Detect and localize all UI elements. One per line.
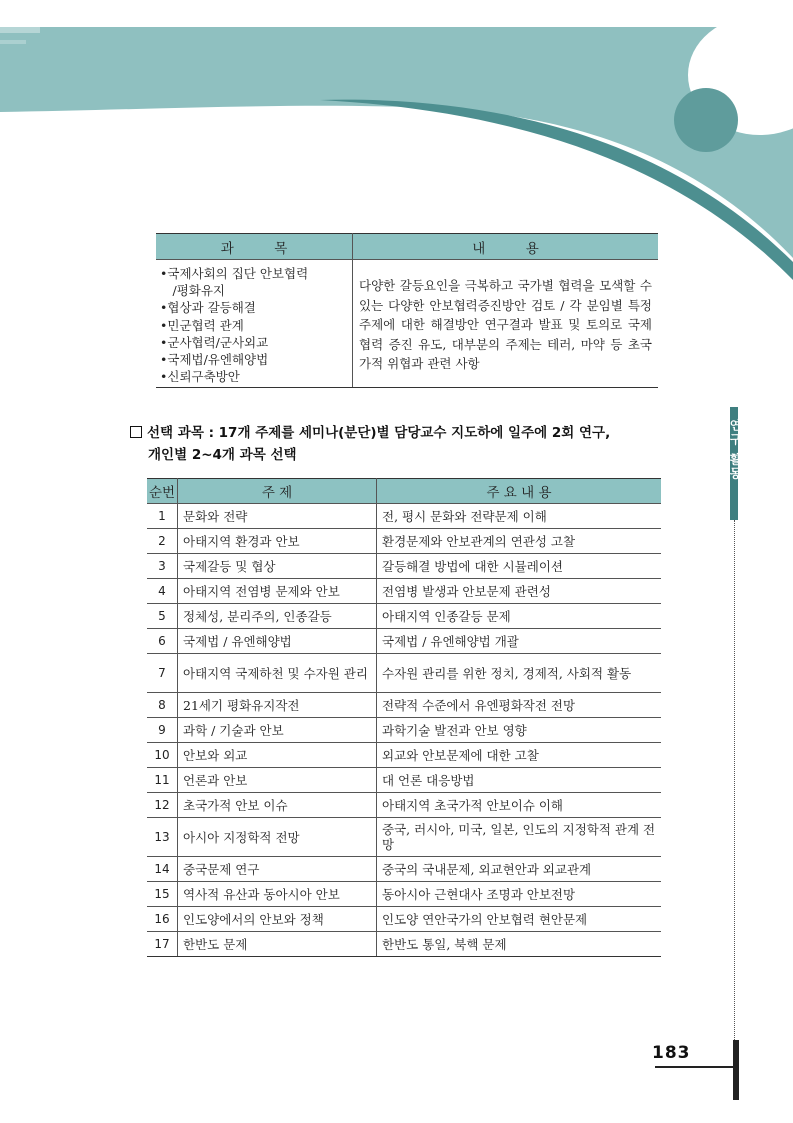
row-content: 외교와 안보문제에 대한 고찰 [377,743,662,768]
course-subject-item: /평화유지 [160,283,226,299]
row-content: 과학기술 발전과 안보 영향 [377,718,662,743]
table-row [147,793,661,818]
elective-heading-line2: 개인별 2~4개 과목 선택 [148,447,297,463]
row-subject: 초국가적 안보 이슈 [178,793,377,818]
row-content: 수자원 관리를 위한 정치, 경제적, 사회적 활동 [377,654,662,693]
row-subject: 언론과 안보 [178,768,377,793]
row-content: 전염병 발생과 안보문제 관련성 [377,579,662,604]
row-content: 국제법 / 유엔해양법 개괄 [377,629,662,654]
course-subject-item: •군사협력/군사외교 [160,334,269,350]
row-subject: 중국문제 연구 [178,857,377,882]
row-content: 한반도 통일, 북핵 문제 [377,932,662,957]
table-row [147,629,661,654]
row-no: 2 [147,529,178,554]
course-subject-item: •민군협력 관계 [160,317,244,333]
row-no: 5 [147,604,178,629]
row-subject: 아태지역 전염병 문제와 안보 [178,579,377,604]
chapter-side-tab [728,407,742,520]
row-no: 13 [147,818,178,857]
row-subject: 문화와 전략 [178,504,377,529]
course-subject-item: •국제사회의 집단 안보협력 [160,266,309,281]
table-row [147,504,661,529]
row-no: 9 [147,718,178,743]
row-subject: 아시아 지정학적 전망 [178,818,377,857]
course-subject-item: •협상과 갈등해결 [160,300,256,316]
table-row [147,768,661,793]
row-content: 대 언론 대응방법 [377,768,662,793]
table-row [147,743,661,768]
page-number-bar [733,1040,739,1100]
row-subject: 아태지역 환경과 안보 [178,529,377,554]
row-content: 중국의 국내문제, 외교현안과 외교관계 [377,857,662,882]
table-row [147,579,661,604]
row-content: 갈등해결 방법에 대한 시뮬레이션 [377,554,662,579]
row-no: 12 [147,793,178,818]
course-subject-item: •국제법/유엔해양법 [160,352,269,368]
row-content: 전, 평시 문화와 전략문제 이해 [377,504,662,529]
row-content: 아태지역 인종갈등 문제 [377,604,662,629]
row-no: 14 [147,857,178,882]
table-row [147,654,661,693]
table-row [147,882,661,907]
row-subject: 한반도 문제 [178,932,377,957]
elective-heading-line1: 선택 과목 : 17개 주제를 세미나(분단)별 담당교수 지도하에 일주에 2회 연구, [147,425,611,441]
checkbox-square-icon [130,426,142,438]
chapter-side-tab-label: 연구 활동 [728,419,742,482]
course-table-header-content: 내 용 [353,234,659,260]
elective-heading [130,422,670,466]
row-no: 10 [147,743,178,768]
row-subject: 정체성, 분리주의, 인종갈등 [178,604,377,629]
row-no: 8 [147,693,178,718]
row-subject: 역사적 유산과 동아시아 안보 [178,882,377,907]
elective-header-no: 순번 [147,479,178,504]
row-subject: 아태지역 국제하천 및 수자원 관리 [178,654,377,693]
table-row [147,857,661,882]
row-no: 4 [147,579,178,604]
row-content: 전략적 수준에서 유엔평화작전 전망 [377,693,662,718]
row-subject: 안보와 외교 [178,743,377,768]
header-band-light [0,27,793,258]
row-subject: 인도양에서의 안보와 정책 [178,907,377,932]
table-row [147,604,661,629]
table-row [147,818,661,857]
table-row [147,718,661,743]
page-number: 183 [652,1043,691,1063]
page-number-rule [655,1066,733,1068]
row-content: 동아시아 근현대사 조명과 안보전망 [377,882,662,907]
row-no: 17 [147,932,178,957]
elective-header-content: 주 요 내 용 [377,479,662,504]
course-table [156,233,658,388]
course-table-header-subject: 과 목 [156,234,353,260]
row-no: 16 [147,907,178,932]
row-content: 환경문제와 안보관계의 연관성 고찰 [377,529,662,554]
row-no: 7 [147,654,178,693]
row-no: 3 [147,554,178,579]
row-content: 인도양 연안국가의 안보협력 현안문제 [377,907,662,932]
row-subject: 21세기 평화유지작전 [178,693,377,718]
row-subject: 과학 / 기술과 안보 [178,718,377,743]
row-no: 1 [147,504,178,529]
table-row [147,554,661,579]
table-row [147,932,661,957]
row-no: 15 [147,882,178,907]
row-subject: 국제갈등 및 협상 [178,554,377,579]
table-row [147,529,661,554]
header-dark-circle [674,88,738,152]
row-no: 6 [147,629,178,654]
elective-table [147,478,661,957]
elective-header-subject: 주 제 [178,479,377,504]
table-row [147,693,661,718]
row-content: 아태지역 초국가적 안보이슈 이해 [377,793,662,818]
row-content: 중국, 러시아, 미국, 일본, 인도의 지정학적 관계 전망 [377,818,662,857]
table-row [147,907,661,932]
side-dotted-rule [734,520,735,1040]
row-subject: 국제법 / 유엔해양법 [178,629,377,654]
row-no: 11 [147,768,178,793]
course-content-text: 다양한 갈등요인을 극복하고 국가별 협력을 모색할 수 있는 다양한 안보협력증진방안 검토 / 각 분임별 특정 주제에 대한 해결방안 연구결과 발표 및 토의로 국제협력 증진 유도, 대부분의 주제는 테러, 마약 등 초국가적 위협과 관련 사항 [353,260,659,388]
course-subject-list [156,260,353,388]
course-subject-item: •신뢰구축방안 [160,369,240,385]
